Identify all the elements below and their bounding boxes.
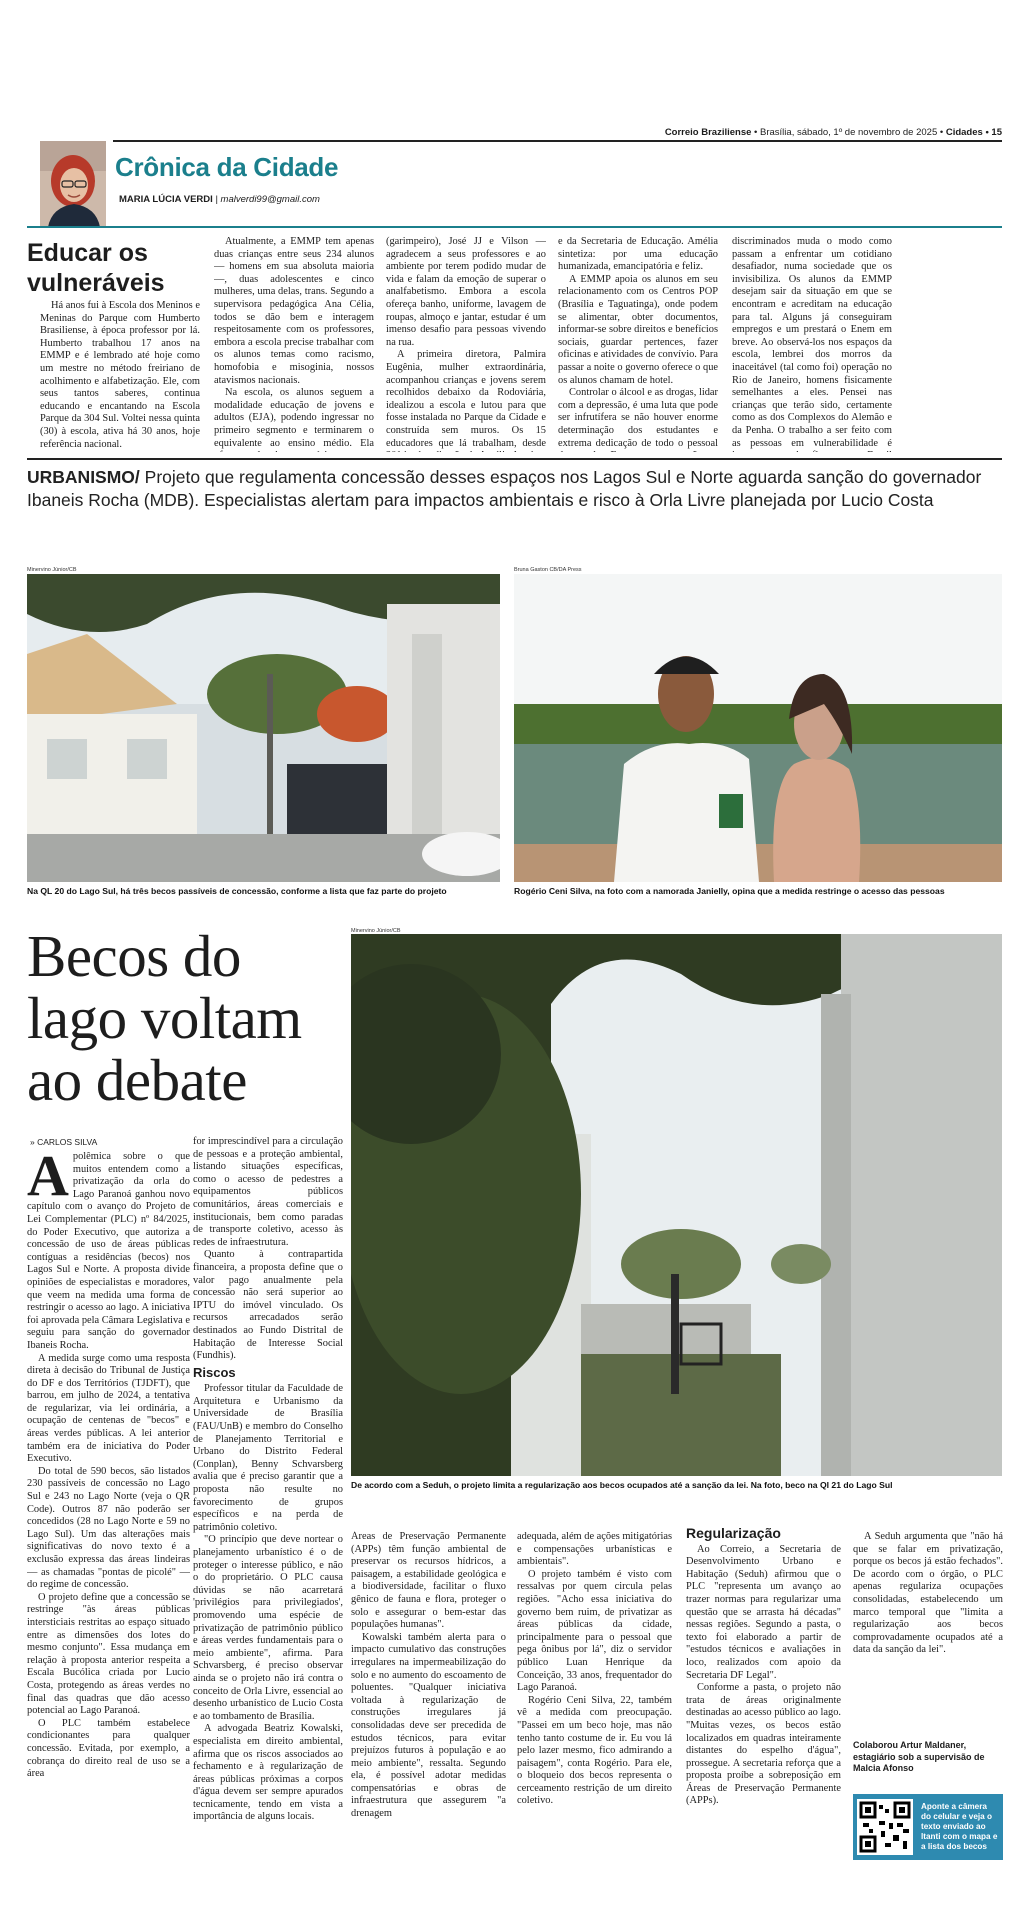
article-col-5 xyxy=(686,1523,841,1887)
photo-caption: Na QL 20 do Lago Sul, há três becos passíveis de concessão, conforme a lista que faz parte do projeto xyxy=(27,886,447,896)
qr-code-icon[interactable] xyxy=(857,1799,913,1855)
paragraph: O PLC também estabelece condicionantes para qualquer concessão. Evitada, por exemplo, a cobrança do direito real de uso se a área xyxy=(27,1717,190,1780)
paragraph: Há anos fui à Escola dos Meninos e Meninas do Parque com Humberto Brasiliense, à época professor por lá. Humberto trabalhou 17 anos na EMMP e é lembrado até hoje como um mestre no método freiriano de acolhimento e alfabetização. Ele, com seus tantos saberes, continua educando e encantando na Escola Parque da 304 Sul. Voltei nessa quinta (30) à escola, ativa há 30 anos, hoje referência nacional. xyxy=(40,300,200,450)
section-name: Cidades xyxy=(945,127,983,138)
qr-box[interactable] xyxy=(853,1794,1003,1860)
paragraph: A medida surge como uma resposta direta à decisão do Tribunal de Justiça do DF e dos Territórios (TJDFT), que barrou, em julho de 2024, a tentativa de regularizar, via lei ordinária, a ocupação de centenas de "becos" e áreas verdes públicas. A lei anterior também era de iniciativa do Poder Executivo. xyxy=(27,1352,190,1465)
paragraph: O projeto também é visto com ressalvas por quem circula pelas regiões. "Acho essa iniciativa do governo bem ruim, de privatizar as áreas públicas da cidade, principalmente para o pessoal que pega ônibus por lá", diz o servidor público Luan Henrique da Conceição, 33 anos, frequentador do Lago Paranoá. xyxy=(517,1568,672,1694)
photo-rogerio-janielly xyxy=(514,574,1002,882)
paragraph: A EMMP apoia os alunos em seu relacionamento com os Centros POP (Brasília e Taguatinga), onde podem se alimentar, obter documentos, informar-se sobre direitos e benefícios sociais, guardar pertences, fazer oficinas e atividades de convívio. Para passar a noite o governo oferece o que os alunos chamam de hotel. xyxy=(558,273,718,386)
byline: » CARLOS SILVA xyxy=(30,1137,98,1147)
paragraph: A primeira diretora, Palmira Eugênia, mulher extraordinária, acompanhou crianças e jovens serem recolhidos debaixo da Rodoviária, idealizou a escola e lutou para que fosse instalada no Parque da Cidade e construída sem muros. Os 15 educadores que lá trabalham, desde xyxy=(386,349,546,449)
photo-beco-qi21 xyxy=(351,934,1002,1476)
page-number: • 15 xyxy=(985,127,1002,138)
article-col-4 xyxy=(517,1531,672,1887)
paragraph: e da Secretaria de Educação. Amélia sintetiza: por uma educação humanizada, emancipatória e feliz. xyxy=(558,236,718,273)
author-portrait xyxy=(40,141,106,227)
photo-credit: Minervino Júnior/CB xyxy=(27,567,77,573)
paragraph: adequada, além de ações mitigatórias e compensações urbanísticas e ambientais". xyxy=(517,1531,672,1568)
author-name: MARIA LÚCIA VERDI xyxy=(119,194,213,205)
article-col-1 xyxy=(27,1151,190,1887)
paragraph-text: polêmica sobre o que muitos entendem como a privatização da orla do Lago Paranoá ganhou novo capítulo com o avanço do Projeto de Lei Complementar (PLC) nº 84/2025, do Poder Executivo, que autoriza a concessão de uso de áreas públicas contíguas a residências (becos) nos Lagos Sul e Norte. A proposta divide opiniões de especialistas e moradores, que veem na medida uma forma de restringir o acesso ao lago. A iniciativa foi aprovada pela Câmara Legislativa e seguiu para sanção do governador Ibaneis Rocha. xyxy=(27,1151,190,1351)
paragraph: "O princípio que deve nortear o planejamento urbanístico é o de proteger o interesse público, e não o do proprietário. O PLC causa dúvidas se não acarretará 'privilégios para privilegiados', promovendo uma espécie de privatização de patrimônio público e áreas verdes fundamentais para o meio ambiente", afirma. Para Schvarsberg, é preciso observar ainda se o projeto não irá contra o conceito de Orla Livre, essencial ao desenho urbanístico de Lucio Costa e ao tombamento de Brasília. xyxy=(193,1534,343,1722)
collaboration-note: Colaborou Artur Maldaner, estagiário sob a supervisão de Malcia Afonso xyxy=(853,1740,985,1773)
subheading: Riscos xyxy=(193,1364,236,1380)
cronica-col-5 xyxy=(732,236,983,452)
paragraph: Conforme a pasta, o projeto não trata de áreas originalmente destinadas ao acesso público ao lago. "Muitas vezes, os becos estão localizados em quadras inteiramente distantes do espelho d'água", prossegue. A secretaria reforça que a proposta proíbe a sobreposição em Áreas de Preservação Permanente (APPs). xyxy=(686,1682,841,1807)
qr-text: Aponte a câmera do celular e veja o texto enviado ao ltanti com o mapa e a lista dos becos xyxy=(921,1802,998,1851)
paragraph xyxy=(27,1151,190,1353)
article-col-3 xyxy=(351,1531,506,1887)
cronica-col-1 xyxy=(40,300,200,452)
column-rule xyxy=(27,226,1002,228)
paragraph: A Seduh argumenta que "não há que se falar em privatização, porque os becos já estão fechados". De acordo com o órgão, o PLC apenas regulariza ocupações consolidadas, estabelecendo um marco temporal que "limita a regularização aos becos comprovadamente ocupados até a data da sanção da lei". xyxy=(853,1531,1003,1656)
photo-caption: De acordo com a Seduh, o projeto limita a regularização aos becos ocupados até a sanção da lei. Na foto, beco na QI 21 do Lago Sul xyxy=(351,1480,893,1490)
column-author xyxy=(119,194,320,205)
paragraph: Atualmente, a EMMP tem apenas duas crianças entre seus 234 alunos — homens em sua absoluta maioria —, duas adolescentes e cinco mulheres, uma delas, trans. Segundo a supervisora pedagógica Ana Célia, todos se dão bem e interagem respeitosamente com os professores, embora a escola precise trabalhar com os alunos temas como racismo, homofobia e misoginia, nossos atavismos nacionais. xyxy=(214,236,374,386)
kicker-label: URBANISMO/ xyxy=(27,467,140,487)
paragraph: Rogério Ceni Silva, 22, também vê a medida com preocupação. "Passei em um beco hoje, mas não tenho tanto costume de ir. Eu vou lá pelo lazer mesmo, fico admirando a paisagem", conta Rogério. Para ele, o bloqueio dos becos representa o cerceamento restrição de um direito coletivo. xyxy=(517,1694,672,1807)
paragraph: O projeto define que a concessão se restringe "às áreas públicas intersticiais restritas ao espaço situado entre as dimensões dos lotes do mesmo conjunto". Essa mudança em relação à proposta anterior respeita a Escala Bucólica criada por Lucio Costa, protegendo as áreas verdes no final das quadras que dão acesso potencial ao Lago Paranoá. xyxy=(27,1591,190,1717)
photo-credit: Minervino Júnior/CB xyxy=(351,928,401,934)
drop-cap: A xyxy=(27,1151,69,1208)
paragraph: for imprescindível para a circulação de pessoas e a proteção ambiental, listando situações específicas, como o acesso de pedestres a equipamentos públicos comunitários, áreas comerciais e institucionais, bem como paradas de transporte coletivo, acesso às redes de infraestrutura. xyxy=(193,1136,343,1248)
cronica-col-2 xyxy=(214,236,374,452)
photo-caption: Rogério Ceni Silva, na foto com a namorada Janielly, opina que a medida restringe o acesso das pessoas xyxy=(514,886,945,896)
dateline: • Brasília, sábado, 1º de novembro de 2025 • xyxy=(754,127,944,138)
kicker-text: Projeto que regulamenta concessão desses espaços nos Lagos Sul e Norte aguarda sanção do governador Ibaneis Rocha (MDB). Especialistas alertam para impactos ambientais e risco à Orla Livre planejada por Lucio Costa xyxy=(27,467,982,510)
article-col-6 xyxy=(853,1531,1003,1731)
article-col-2 xyxy=(193,1136,343,1887)
paragraph: Professor titular da Faculdade de Arquitetura e Urbanismo da Universidade de Brasília (FAU/UnB) e membro do Conselho de Planejamento Territorial e Urbano do Distrito Federal (Conplan), Benny Schvarsberg avalia que é preciso garantir que a proposta não resulte no favorecimento de grupos específicos e na perda de patrimônio coletivo. xyxy=(193,1383,343,1533)
paragraph: discriminados muda o modo como passam a enfrentar um cotidiano desafiador, numa sociedade que os invisibiliza. Os alunos da EMMP desejam sair da situação em que se encontram e acreditam na educação para tal. Alguns já conseguiram empregos e um prestará o Enem em breve. Ao observá-los nos espaços da escola, lembrei dos morros da inaceitável (tal como foi) operação no Rio de Janeiro, homens fisicamente semelhantes a eles. Pensei nas crianças que terão sido, certamente como as dos Complexos do Alemão e da Penha. O trabalho a ser feito com as pessoas em vulnerabilidade é xyxy=(732,236,892,449)
subheading: Regularização xyxy=(686,1525,781,1541)
photo-credit: Bruna Gaston CB/DA Press xyxy=(514,567,582,573)
cronica-headline: Educar os vulneráveis xyxy=(27,239,165,297)
page-header xyxy=(600,127,1002,138)
cronica-bottom-rule xyxy=(27,458,1002,460)
cronica-col-3 xyxy=(386,236,546,452)
paragraph: Áreas de Preservação Permanente (APPs) têm função ambiental de preservar os recursos hídricos, a paisagem, a estabilidade geológica e a biodiversidade, facilitar o fluxo gênico de fauna e flora, proteger o solo e assegurar o bem-estar das populações humanas". xyxy=(351,1531,506,1631)
article-headline: Becos do lago voltam ao debate xyxy=(27,923,302,1113)
photo-ql20-houses xyxy=(27,574,500,882)
column-title: Crônica da Cidade xyxy=(115,152,339,182)
header-rule xyxy=(113,140,1002,142)
cronica-col-4 xyxy=(558,236,718,452)
paragraph: Ao Correio, a Secretaria de Desenvolvimento Urbano e Habitação (Seduh) afirmou que o PLC "representa um avanço ao trazer normas para regularizar uma questão que se arrasta há décadas" nessas regiões. Segundo a pasta, o texto foi elaborado a partir de "estudos técnicos e avaliações in loco, realizados com apoio da Secretaria DF Legal". xyxy=(686,1543,841,1681)
paragraph: Controlar o álcool e as drogas, lidar com a depressão, é uma luta que pode ser infrutífera se não houver enorme determinação dos estudantes e extrema dedicação de todo o pessoal xyxy=(558,387,718,449)
kicker xyxy=(27,466,1002,512)
newspaper-name: Correio Braziliense xyxy=(664,127,752,138)
paragraph: (garimpeiro), José JJ e Vilson — agradecem a seus professores e ao ambiente por terem podido mudar de vida e falam da emoção de superar o analfabetismo. Embora a escola ofereça banho, uniforme, lavagem de roupas, almoço e jantar, estudar é um imenso desafio para pessoas vivendo na rua. xyxy=(386,236,546,348)
paragraph: Quanto à contrapartida financeira, a proposta define que o valor pago anualmente pela concessão não será superior ao IPTU do imóvel vinculado. Os recursos arrecadados serão destinados ao Fundo Distrital de Habitação de Interesse Social (Fundhis). xyxy=(193,1249,343,1362)
paragraph: Do total de 590 becos, são listados 230 passíveis de concessão no Lago Sul e 243 no Lago Norte (veja o QR Code). Outros 87 não poderão ser concedidos (28 no Lago Norte e 59 no Lago Sul). Um das alterações mais significativas do novo texto é a exclusão expressa das áreas lindeiras — as chamadas "pontas de picolé" — do regime de concessão. xyxy=(27,1465,190,1591)
paragraph: Kowalski também alerta para o impacto cumulativo das construções irregulares na impermeabilização do solo e no aumento do escoamento de poluentes. "Qualquer iniciativa voltada à regularização de construções irregulares já consolidadas deve ser precedida de estudos técnicos, para evitar prejuízos futuros à população e ao meio ambiente", ressalta. Segundo ela, é possível adotar medidas compensatórias e obras de infraestrutura que assegurem "a drenagem xyxy=(351,1631,506,1820)
paragraph: A advogada Beatriz Kowalski, especialista em direito ambiental, afirma que os riscos associados ao fechamento e à regularização de áreas públicas próximas a corpos d'água devem ser sempre apurados tecnicamente, tendo em vista a importância de alguns locais. xyxy=(193,1723,343,1823)
author-email[interactable]: | malverdi99@gmail.com xyxy=(215,194,320,205)
paragraph: Na escola, os alunos seguem a modalidade educação de jovens e adultos (EJA), podendo ingressar no primeiro segmento e terminarem o equivalente ao ensino médio. Ela xyxy=(214,387,374,449)
